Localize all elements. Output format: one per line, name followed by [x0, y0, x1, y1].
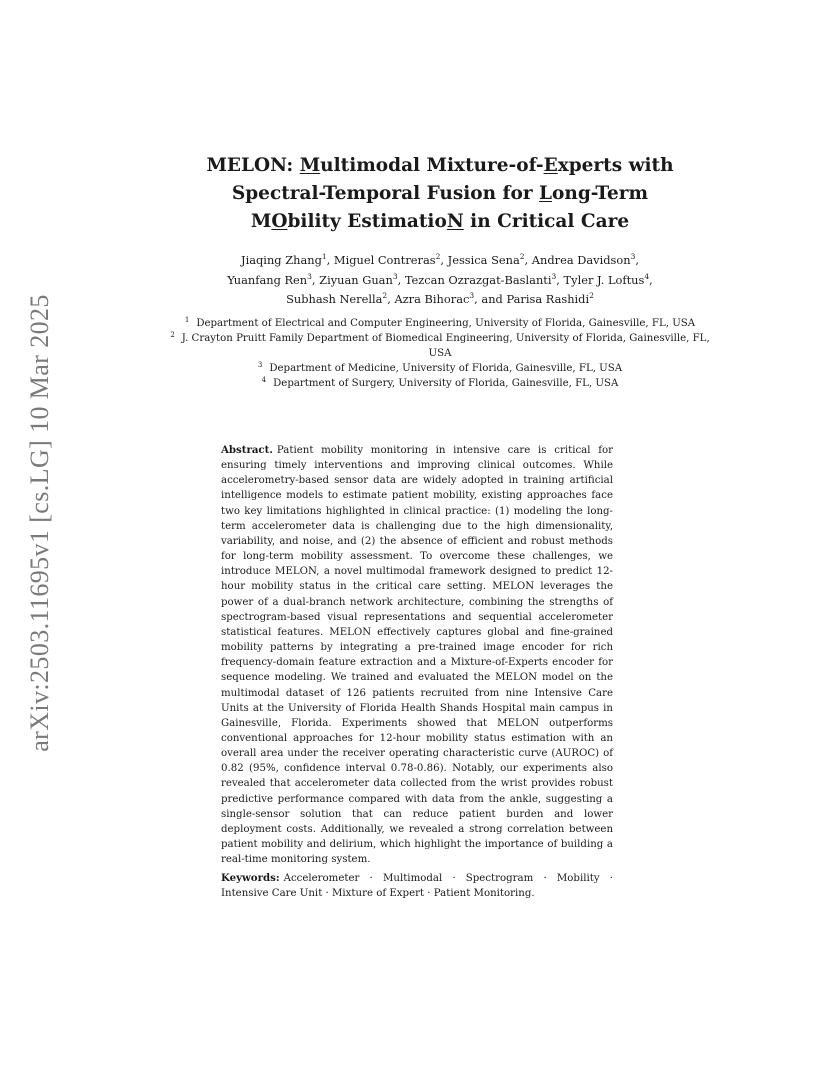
title-text: ultimodal Mixture-of-	[320, 155, 544, 176]
author-name: Tyler J. Loftus	[563, 272, 645, 287]
paper-title	[150, 152, 730, 236]
abstract	[221, 443, 613, 867]
title-acronym-letter: E	[543, 155, 558, 176]
keywords-text: Accelerometer · Multimodal · Spectrogram · Mobility · Intensive Care Unit · Mixture of Expert · Patient Monitoring.	[221, 873, 613, 900]
author-line	[170, 290, 710, 310]
author-separator: ,	[440, 253, 448, 267]
affiliation-number: 1	[184, 316, 190, 324]
author-affiliation-mark: 3	[392, 271, 398, 281]
affiliation	[170, 316, 710, 331]
author-name: Miguel Contreras	[333, 253, 436, 267]
title-text: MELON:	[206, 155, 300, 176]
author-affiliation-mark: 2	[435, 252, 441, 261]
author-separator: ,	[397, 272, 405, 287]
author-affiliation-mark: 3	[469, 291, 475, 300]
affiliation	[170, 361, 710, 376]
author-affiliation-mark: 2	[519, 252, 525, 261]
title-text: Spectral-Temporal Fusion for	[231, 183, 540, 204]
author-separator: ,	[524, 253, 532, 267]
affiliation-list	[170, 316, 710, 391]
author-separator: ,	[635, 253, 639, 267]
author-affiliation-mark: 2	[589, 291, 594, 300]
title-text: xperts with	[557, 155, 674, 176]
author-name: Jessica Sena	[447, 253, 520, 267]
author-name: Tezcan Ozrazgat-Baslanti	[404, 272, 552, 287]
arxiv-identifier-margin	[18, 288, 62, 758]
title-line	[150, 152, 730, 180]
author-separator: ,	[387, 292, 395, 306]
title-text: bility Estimatio	[287, 211, 447, 232]
abstract-label: Abstract.	[221, 444, 273, 456]
author-affiliation-mark: 2	[382, 291, 388, 300]
title-line	[150, 180, 730, 208]
title-line	[150, 208, 730, 236]
affiliation-text: Department of Medicine, University of Florida, Gainesville, FL, USA	[269, 363, 623, 374]
author-affiliation-mark: 3	[630, 252, 636, 261]
affiliation-text: J. Crayton Pruitt Family Department of Biomedical Engineering, University of Florida, Gainesville, FL, USA	[181, 333, 710, 359]
affiliation-text: Department of Electrical and Computer Engineering, University of Florida, Gainesville, FL, USA	[196, 318, 696, 329]
author-list	[170, 251, 710, 310]
author-name: Parisa Rashidi	[506, 292, 590, 306]
title-acronym-letter: O	[271, 211, 288, 232]
title-acronym-letter: M	[299, 155, 321, 176]
author-separator: ,	[649, 272, 653, 287]
affiliation-number: 3	[257, 361, 263, 369]
arxiv-identifier: arXiv:2503.11695v1 [cs.LG] 10 Mar 2025	[25, 294, 55, 752]
title-text: ong-Term	[552, 183, 649, 204]
author-separator: ,	[556, 272, 564, 287]
title-text: M	[250, 211, 272, 232]
author-separator: ,	[311, 272, 320, 287]
author-affiliation-mark: 3	[307, 271, 312, 281]
author-affiliation-mark: 1	[321, 252, 327, 261]
title-acronym-letter: N	[446, 211, 464, 232]
keywords-label: Keywords:	[221, 872, 280, 884]
keywords	[221, 871, 613, 901]
author-separator: ,	[326, 253, 334, 267]
author-affiliation-mark: 3	[551, 271, 557, 281]
author-line	[170, 251, 710, 271]
affiliation-text: Department of Surgery, University of Florida, Gainesville, FL, USA	[273, 378, 619, 389]
affiliation-number: 2	[170, 331, 175, 339]
abstract-text: Patient mobility monitoring in intensive care is critical for ensuring timely interventions and improving clinical outcomes. While accelerometry-based sensor data are widely adopted in training artificial intelligence models to estimate patient mobility, existing approaches face two key limitations highlighted in clinical practice: (1) modeling the long-term accelerometer data is challenging due to the high dimensionality, variability, and noise, and (2) the absence of efficient and robust methods for long-term mobility assessment. To overcome these challenges, we introduce MELON, a novel multimodal framework designed to predict 12-hour mobility status in the critical care setting. MELON leverages the power of a dual-branch network architecture, combining the strengths of spectrogram-based visual representations and sequential accelerometer statistical features. MELON effectively captures global and fine-grained mobility patterns by integrating a pre-trained image encoder for rich frequency-domain feature extraction and a Mixture-of-Experts encoder for sequence modeling. We trained and evaluated the MELON model on the multimodal dataset of 126 patients recruited from nine Intensive Care Units at the University of Florida Health Shands Hospital main campus in Gainesville, Florida. Experiments showed that MELON outperforms conventional approaches for 12-hour mobility status estimation with an overall area under the receiver operating characteristic curve (AUROC) of 0.82 (95%, confidence interval 0.78-0.86). Notably, our experiments also revealed that accelerometer data collected from the wrist provides robust predictive performance compared with data from the ankle, suggesting a single-sensor solution that can reduce patient burden and lower deployment costs. Additionally, we revealed a strong correlation between patient mobility and delirium, which highlight the importance of building a real-time monitoring system.	[221, 445, 613, 866]
author-name: Yuanfang Ren	[227, 272, 308, 287]
author-name: Subhash Nerella	[286, 292, 383, 306]
author-separator: , and	[474, 292, 507, 306]
author-name: Jiaqing Zhang	[241, 253, 322, 267]
affiliation	[170, 331, 710, 361]
author-name: Azra Bihorac	[394, 292, 470, 306]
author-affiliation-mark: 4	[644, 271, 650, 281]
author-name: Ziyuan Guan	[319, 272, 393, 287]
author-line	[170, 271, 710, 291]
title-acronym-letter: L	[539, 183, 553, 204]
affiliation	[170, 376, 710, 391]
title-text: in Critical Care	[463, 211, 630, 232]
author-name: Andrea Davidson	[531, 253, 631, 267]
affiliation-number: 4	[261, 376, 267, 384]
